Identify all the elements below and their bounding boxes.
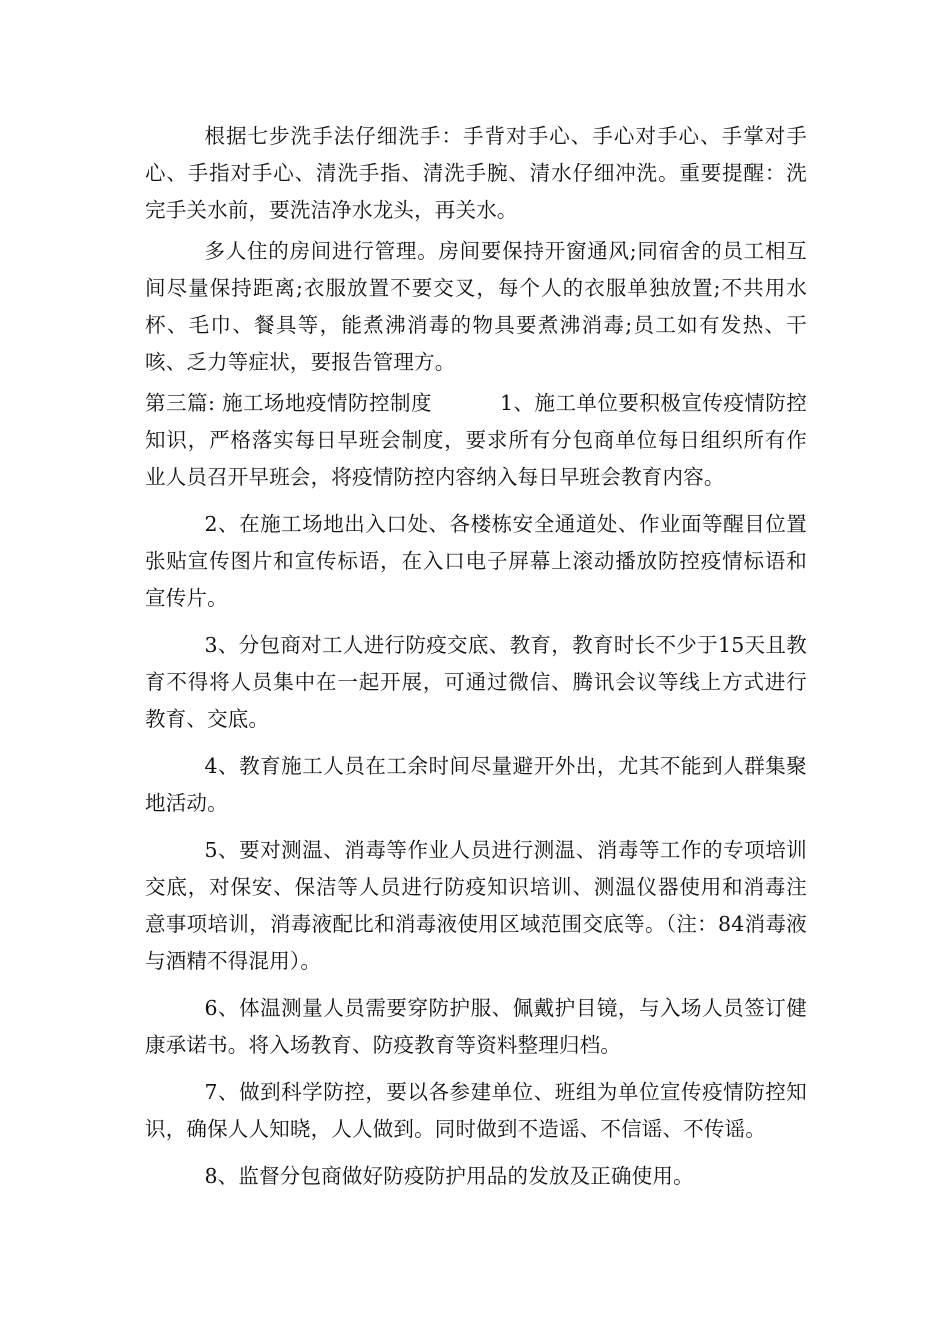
list-item-1: 1、施工单位要积极宣传疫情防控知识，严格落实每日早班会制度，要求所有分包商单位每日组织所有作业人员召开早班会，将疫情防控内容纳入每日早班会教育内容。 — [145, 391, 807, 489]
list-item-8: 8、监督分包商做好防疫防护用品的发放及正确使用。 — [204, 1164, 694, 1188]
section-heading: 第三篇: 施工场地疫情防控制度 — [145, 391, 432, 415]
paragraph-dormitory: 多人住的房间进行管理。房间要保持开窗通风;同宿舍的员工相互间尽量保持距离;衣服放置不要交叉，每个人的衣服单独放置;不共用水杯、毛巾、餐具等，能煮沸消毒的物具要煮沸消毒;员工如有发热、干咳、乏力等症状，要报告管理方。 — [145, 239, 807, 374]
section-heading-paragraph — [145, 385, 807, 496]
paragraph-handwashing: 根据七步洗手法仔细洗手：手背对手心、手心对手心、手掌对手心、手指对手心、清洗手指、清洗手腕、清水仔细冲洗。重要提醒：洗完手关水前，要洗洁净水龙头，再关水。 — [145, 124, 807, 222]
list-item-7: 7、做到科学防控，要以各参建单位、班组为单位宣传疫情防控知识，确保人人知晓，人人做到。同时做到不造谣、不信谣、不传谣。 — [145, 1080, 807, 1141]
list-item-2: 2、在施工场地出入口处、各楼栋安全通道处、作业面等醒目位置张贴宣传图片和宣传标语，在入口电子屏幕上滚动播放防控疫情标语和宣传片。 — [145, 512, 807, 610]
list-item-5: 5、要对测温、消毒等作业人员进行测温、消毒等工作的专项培训交底，对保安、保洁等人员进行防疫知识培训、测温仪器使用和消毒注意事项培训，消毒液配比和消毒液使用区域范围交底等。（注：84消毒液与酒精不得混用）。 — [145, 838, 807, 973]
list-item-6: 6、体温测量人员需要穿防护服、佩戴护目镜，与入场人员签订健康承诺书。将入场教育、防疫教育等资料整理归档。 — [145, 996, 807, 1057]
list-item-3: 3、分包商对工人进行防疫交底、教育，教育时长不少于15天且教育不得将人员集中在一起开展，可通过微信、腾讯会议等线上方式进行教育、交底。 — [145, 633, 807, 731]
document-page — [145, 118, 807, 1195]
list-item-4: 4、教育施工人员在工余时间尽量避开外出，尤其不能到人群集聚地活动。 — [145, 754, 807, 815]
